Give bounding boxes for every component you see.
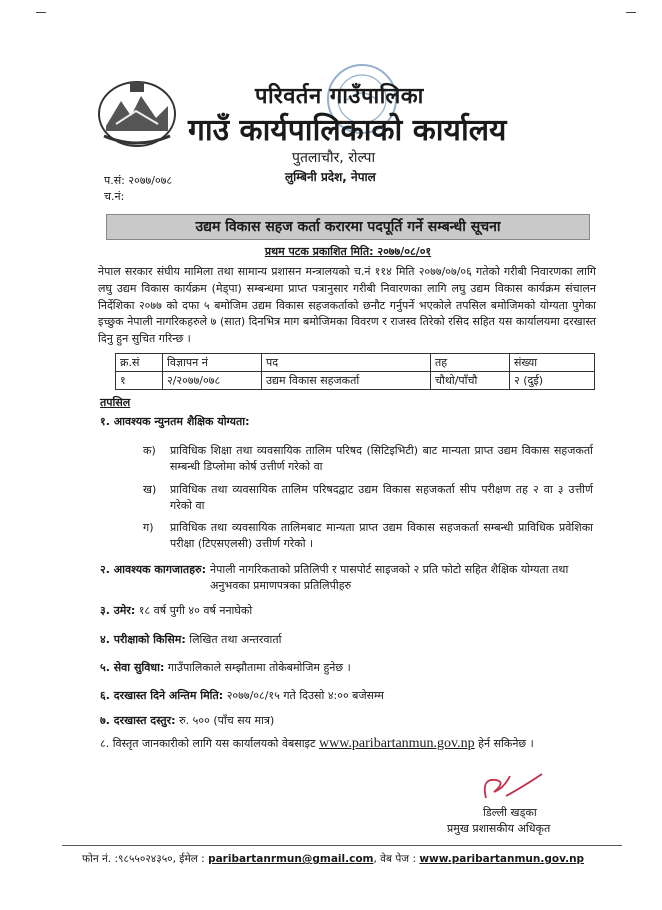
info-text: ८. विस्तृत जानकारीको लागि यस कार्यालयको वेबसाइट (100, 737, 316, 750)
exam-item (100, 632, 281, 648)
column-header: पद (262, 354, 431, 372)
facility-label: ५. सेवा सुविधा: (100, 661, 165, 674)
fee-text: रु. ५०० (पाँच सय मात्र) (179, 714, 275, 727)
vacancy-table (115, 353, 595, 390)
scan-mark (626, 12, 636, 13)
documents-label: २. आवश्यक कागजातहरु: (100, 563, 207, 576)
reference-block (104, 173, 172, 205)
facility-item (100, 660, 351, 676)
table-header-row (116, 354, 595, 372)
deadline-item (100, 688, 384, 704)
letter-number: प.सं: २०७७/०७८ (104, 174, 173, 187)
footer-web-label: , वेब पेज : (373, 853, 416, 865)
table-cell: उद्यम विकास सहजकर्ता (262, 372, 431, 390)
table-cell: १ (116, 372, 163, 390)
province-country: लुम्बिनी प्रदेश, नेपाल (285, 170, 376, 184)
age-item (100, 603, 252, 619)
age-label: ३. उमेर: (100, 604, 136, 617)
footer-divider (62, 845, 622, 846)
fee-item (100, 713, 274, 729)
qualification-item (143, 443, 593, 475)
publication-date: प्रथम पटक प्रकाशित मिति: २०७७/०८/०१ (264, 245, 432, 258)
signatory-name: डिल्ली खड्का (483, 806, 537, 819)
notice-title: उद्यम विकास सहज कर्ता करारमा पदपूर्ति गर्ने सम्बन्धी सूचना (106, 214, 590, 240)
item-marker: ख) (143, 483, 157, 496)
qualification-heading (100, 414, 250, 430)
deadline-label: ६. दरखास्त दिने अन्तिम मिति: (100, 689, 224, 702)
qualification-item (143, 482, 593, 514)
office-title: गाउँ कार्यपालिकाको कार्यालय (188, 113, 507, 148)
column-header: संख्या (510, 354, 595, 372)
footer-website-link[interactable]: www.paribartanmun.gov.np (419, 853, 585, 865)
signature (476, 768, 546, 808)
fee-label: ७. दरखास्त दस्तुर: (100, 714, 176, 727)
dispatch-number: च.नं: (104, 190, 125, 203)
table-cell: चौथो/पाँचौ (431, 372, 510, 390)
exam-text: लिखित तथा अन्तरवार्ता (189, 633, 282, 646)
column-header: तह (431, 354, 510, 372)
column-header: विज्ञापन नं (163, 354, 262, 372)
documents-item (100, 562, 595, 594)
table-cell: २ (दुई) (510, 372, 595, 390)
item-text: प्राविधिक तथा व्यवसायिक तालिमबाट मान्यता प्राप्त उद्यम विकास सहजकर्ता सम्बन्धी प्राविधिक प्रवेशिका परीक्षा (टिएसएलसी) उत्तीर्ण गरेको । (170, 521, 593, 550)
table-cell: २/२०७७/०७८ (163, 372, 262, 390)
municipality-name: परिवर्तन गाउँपालिका (255, 84, 424, 109)
website-link[interactable]: www.paribartanmun.gov.np (319, 736, 475, 751)
table-row (116, 372, 595, 390)
column-header: क्र.सं (116, 354, 163, 372)
details-heading: तपसिल (100, 396, 131, 409)
qualification-item (143, 520, 593, 552)
qualification-label: १. आवश्यक न्युनतम शैक्षिक योग्यता: (100, 415, 250, 428)
item-marker: ग) (143, 521, 154, 534)
exam-label: ४. परीक्षाको किसिम: (100, 633, 186, 646)
office-location: पुतलाचौर, रोल्पा (292, 150, 376, 166)
footer-email-link[interactable]: paribartanrmun@gmail.com (208, 853, 374, 865)
footer-contact (82, 852, 584, 866)
footer-phone: फोन नं. :९८५५०२४३५०, ईमेल : (82, 853, 205, 865)
facility-text: गाउँपालिकाले सम्झौतामा तोकेबमोजिम हुनेछ । (167, 661, 351, 674)
deadline-text: २०७७/०८/१५ गते दिउसो ४:०० बजेसम्म (226, 689, 384, 702)
item-marker: क) (143, 444, 156, 457)
nepal-emblem-icon (96, 76, 178, 148)
scan-mark (36, 12, 46, 13)
notice-body: नेपाल सरकार संघीय मामिला तथा सामान्य प्रशासन मन्त्रालयको च.नं ११४ मिति २०७७/०७/०६ गतेको गरीबी निवारणका लागि लघु उद्यम विकास कार्यक्रम (मेड्पा) सम्बन्धमा प्राप्त पत्रानुसार गरीबी निवारणका लागि लघु उद्यम विकास कार्यक्रम संचालन निर्देशिका २०७७ को दफा ५ बमोजिम उद्यम विकास सहजकर्ताको छनौट गर्नुपर्ने भएकोले तपसिल बमोजिमको योग्यता पुगेका इच्छुक नेपाली नागरिकहरुले ७ (सात) दिनभित्र माग बमोजिमका विवरण र राजस्व तिरेको रसिद सहित यस कार्यालयमा दरखास्त दिनु हुन सुचित गरिन्छ । (98, 265, 596, 346)
age-text: १८ वर्ष पुगी ४० वर्ष ननाघेको (138, 604, 253, 617)
info-item (100, 736, 534, 752)
item-text: प्राविधिक शिक्षा तथा व्यवसायिक तालिम परिषद (सिटिइभिटी) बाट मान्यता प्राप्त उद्यम विकास सहजकर्ता सम्बन्धी डिप्लोमा कोर्ष उत्तीर्ण गरेको वा (170, 444, 593, 473)
info-text-end: हेर्न सकिनेछ । (478, 737, 534, 750)
signatory-title: प्रमुख प्रशासकीय अधिकृत (447, 822, 551, 835)
item-text: प्राविधिक तथा व्यवसायिक तालिम परिषदद्वाट उद्यम विकास सहजकर्ता सीप परीक्षण तह २ वा ३ उत्तीर्ण गरेको वा (170, 483, 593, 512)
documents-text: नेपाली नागरिकताको प्रतिलिपी र पासपोर्ट साइजको २ प्रति फोटो सहित शैक्षिक योग्यता तथा अनुभवका प्रमाणपत्रका प्रतिलिपीहरु (210, 563, 569, 592)
